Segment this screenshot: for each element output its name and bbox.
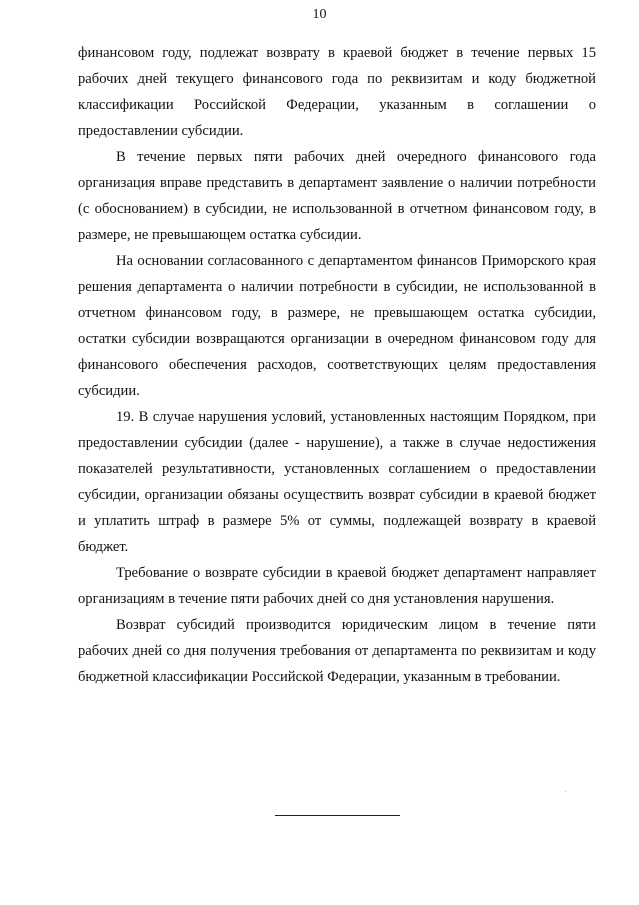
paragraph-return-procedure: Возврат субсидий производится юридическим лицом в течение пяти рабочих дней со дня получения требования от департамента по реквизитам и коду бюджетной классификации Российской Федерации, указанным в требовании. (78, 617, 596, 685)
page-number: 10 (312, 7, 327, 22)
scan-speck (565, 791, 566, 792)
paragraph-return-demand: Требование о возврате субсидии в краевой бюджет департамент направляет организациям в течение пяти рабочих дней со дня установления нарушения. (78, 565, 596, 607)
closing-divider (275, 815, 400, 816)
document-body (78, 40, 596, 690)
paragraph-remaining-balance: На основании согласованного с департаментом финансов Приморского края решения департамента о наличии потребности в субсидии, не использованной в отчетном финансовом году, в размере, не превышающем остатка субсидии, остатки субсидии возвращаются организации в очередном финансовом году для финансового обеспечения расходов, соответствующих целям предоставления субсидии. (78, 253, 596, 399)
paragraph-continuation: финансовом году, подлежат возврату в краевой бюджет в течение первых 15 рабочих дней текущего финансового года по реквизитам и коду бюджетной классификации Российской Федерации, указанным в соглашении о предоставлении субсидии. (78, 45, 596, 139)
paragraph-submission-request: В течение первых пяти рабочих дней очередного финансового года организация вправе представить в департамент заявление о наличии потребности (с обоснованием) в субсидии, не использованной в отчетном финансовом году, в размере, не превышающем остатка субсидии. (78, 149, 596, 243)
paragraph-clause-19: 19. В случае нарушения условий, установленных настоящим Порядком, при предоставлении субсидии (далее - нарушение), а также в случае недостижения показателей результативности, установленных соглашением о предоставлении субсидии, организации обязаны осуществить возврат субсидии в краевой бюджет и уплатить штраф в размере 5% от суммы, подлежащей возврату в краевой бюджет. (78, 409, 596, 555)
